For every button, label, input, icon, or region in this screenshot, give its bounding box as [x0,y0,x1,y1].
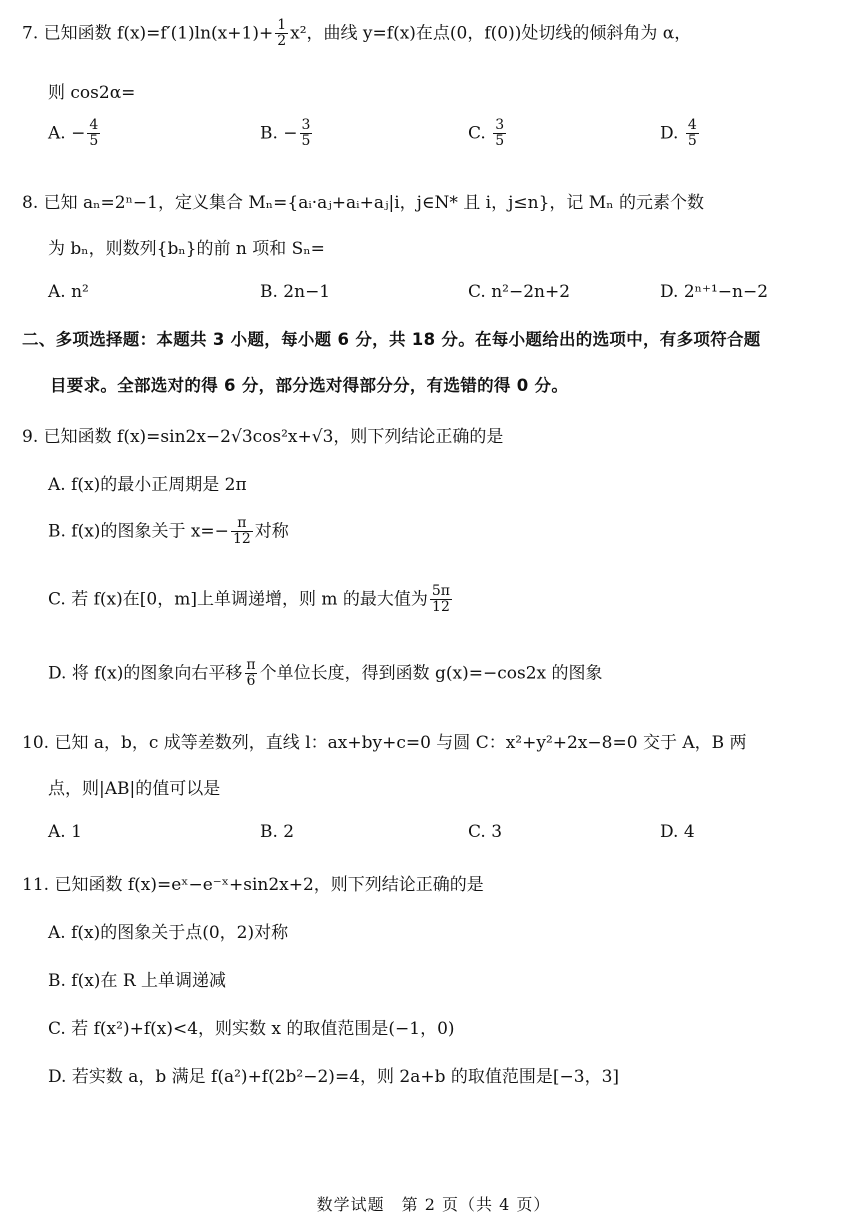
option-fraction [686,118,699,150]
q7-stem [22,18,691,50]
page-footer: 数学试题 第 2 页（共 4 页） [316,1195,551,1214]
q10-option-b: B. 2 [260,822,295,842]
option-fraction [300,118,313,150]
q7-option-a [48,118,102,150]
q11-option-a: A. f(x)的图象关于点(0，2)对称 [48,923,289,943]
q7-stem-part2: x²，曲线 y=f(x)在点(0，f(0))处切线的倾斜角为 α， [290,23,692,44]
q9-option-d [48,658,603,690]
fraction-denominator: 6 [246,673,256,690]
fraction-denominator: 12 [432,599,450,616]
section2-heading: 二、多项选择题：本题共 3 小题，每小题 6 分，共 18 分。在每小题给出的选项中，有多项符合题 [22,330,761,349]
section2-heading-line2: 目要求。全部选对的得 6 分，部分选对得部分分，有选错的得 0 分。 [50,376,569,395]
q9-option-b [48,516,289,548]
option-text: 对称 [254,521,289,542]
fraction-denominator: 5 [687,133,697,150]
option-text: D. 将 f(x)的图象向右平移 [48,663,243,684]
q8-option-d: D. 2ⁿ⁺¹−n−2 [660,282,769,302]
q7-stem-part1: 7. 已知函数 f(x)=f′(1)ln(x+1)+ [22,23,274,44]
fraction-denominator: 12 [232,531,251,548]
fraction-denominator: 5 [495,133,505,150]
q10-stem-line2: 点，则|AB|的值可以是 [48,779,221,799]
fraction-denominator: 5 [301,133,311,150]
q8-option-b: B. 2n−1 [260,282,331,302]
q10-options [48,822,838,876]
fraction-numerator: 5π [431,583,450,599]
q7-option-d [660,118,701,150]
q11-option-b: B. f(x)在 R 上单调递减 [48,971,227,991]
option-fraction [493,118,506,150]
q7-stem-line2: 则 cos2α= [48,83,136,103]
q8-stem: 8. 已知 aₙ=2ⁿ−1，定义集合 Mₙ={aᵢ·aⱼ+aᵢ+aⱼ|i，j∈N* 且 i，j≤n}，记 Mₙ 的元素个数 [22,193,704,213]
q7-option-b [260,118,314,150]
option-prefix: D. [660,123,684,144]
option-text: C. 若 f(x)在[0，m]上单调递增，则 m 的最大值为 [48,589,428,610]
q7-option-c [468,118,508,150]
fraction-numerator: 3 [301,117,311,133]
q9-option-a: A. f(x)的最小正周期是 2π [48,475,247,495]
option-fraction [231,516,253,548]
q8-stem-line2: 为 bₙ，则数列{bₙ}的前 n 项和 Sₙ= [48,239,325,259]
option-fraction [430,584,452,616]
fraction-numerator: 1 [277,17,287,33]
fraction-numerator: π [246,657,256,673]
q10-option-a: A. 1 [48,822,82,842]
fraction-denominator: 2 [277,33,287,50]
fraction-numerator: 4 [89,117,99,133]
option-text: 个单位长度，得到函数 g(x)=−cos2x 的图象 [259,663,603,684]
q10-option-d: D. 4 [660,822,695,842]
q11-option-d: D. 若实数 a，b 满足 f(a²)+f(2b²−2)=4，则 2a+b 的取值范围是[−3，3] [48,1067,620,1087]
option-text: B. f(x)的图象关于 x=− [48,521,229,542]
q8-option-c: C. n²−2n+2 [468,282,571,302]
q10-stem: 10. 已知 a，b，c 成等差数列，直线 l：ax+by+c=0 与圆 C：x²+y²+2x−8=0 交于 A，B 两 [22,733,747,753]
option-prefix: B. − [260,123,298,144]
q7-options [48,118,838,172]
q9-stem: 9. 已知函数 f(x)=sin2x−2√3cos²x+√3，则下列结论正确的是 [22,427,504,447]
fraction-numerator: 3 [495,117,505,133]
q7-half-fraction [275,18,288,50]
q9-option-c [48,584,454,616]
q11-option-c: C. 若 f(x²)+f(x)<4，则实数 x 的取值范围是(−1，0) [48,1019,455,1039]
option-prefix: A. − [48,123,86,144]
fraction-numerator: 4 [687,117,697,133]
q8-option-a: A. n² [48,282,89,302]
fraction-denominator: 5 [89,133,99,150]
option-fraction [244,658,257,690]
option-prefix: C. [468,123,492,144]
fraction-numerator: π [237,515,247,531]
q11-stem: 11. 已知函数 f(x)=eˣ−e⁻ˣ+sin2x+2，则下列结论正确的是 [22,875,484,895]
option-fraction [87,118,100,150]
q10-option-c: C. 3 [468,822,503,842]
